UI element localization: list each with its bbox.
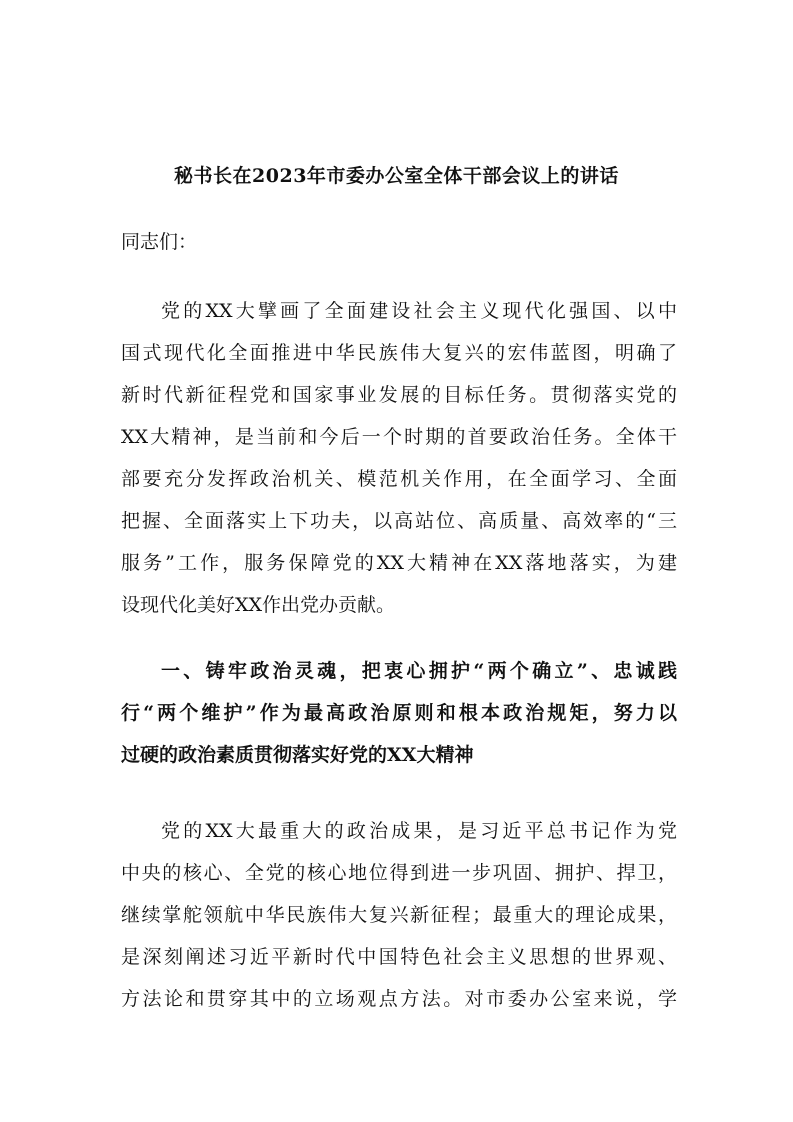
paragraph-line: 国式现代化全面推进中华民族伟大复兴的宏伟蓝图，明确了 — [121, 342, 677, 364]
paragraph-line: 新时代新征程党和国家事业发展的目标任务。贯彻落实党的 — [121, 384, 677, 406]
paragraph-line: 服务”工作，服务保障党的XX大精神在XX落地落实，为建 — [121, 552, 677, 574]
salutation: 同志们： — [121, 231, 198, 253]
document-title: 秘书长在2023年市委办公室全体干部会议上的讲话 — [174, 165, 619, 187]
paragraph-line: 党的XX大最重大的政治成果，是习近平总书记作为党 — [161, 820, 677, 842]
paragraph-line: 党的XX大擘画了全面建设社会主义现代化强国、以中 — [161, 300, 677, 322]
paragraph-section-1 — [121, 810, 677, 1020]
paragraph-line: 中央的核心、全党的核心地位得到进一步巩固、拥护、捍卫， — [121, 862, 677, 884]
paragraph-intro — [121, 290, 677, 626]
heading-line: 行“两个维护”作为最高政治原则和根本政治规矩，努力以 — [121, 702, 677, 724]
paragraph-line: 方法论和贯穿其中的立场观点方法。对市委办公室来说，学 — [121, 988, 677, 1010]
section-heading-1 — [121, 650, 677, 776]
heading-line: 一、铸牢政治灵魂，把衷心拥护“两个确立”、忠诚践 — [161, 660, 677, 682]
paragraph-line: 设现代化美好XX作出党办贡献。 — [121, 594, 396, 616]
paragraph-line: 是深刻阐述习近平新时代中国特色社会主义思想的世界观、 — [121, 946, 677, 968]
paragraph-line: 把握、全面落实上下功夫，以高站位、高质量、高效率的“三 — [121, 510, 677, 532]
paragraph-line: 继续掌舵领航中华民族伟大复兴新征程；最重大的理论成果， — [121, 904, 677, 926]
paragraph-line: XX大精神，是当前和今后一个时期的首要政治任务。全体干 — [121, 426, 677, 448]
paragraph-line: 部要充分发挥政治机关、模范机关作用，在全面学习、全面 — [121, 468, 677, 490]
heading-line: 过硬的政治素质贯彻落实好党的XX大精神 — [121, 744, 474, 766]
